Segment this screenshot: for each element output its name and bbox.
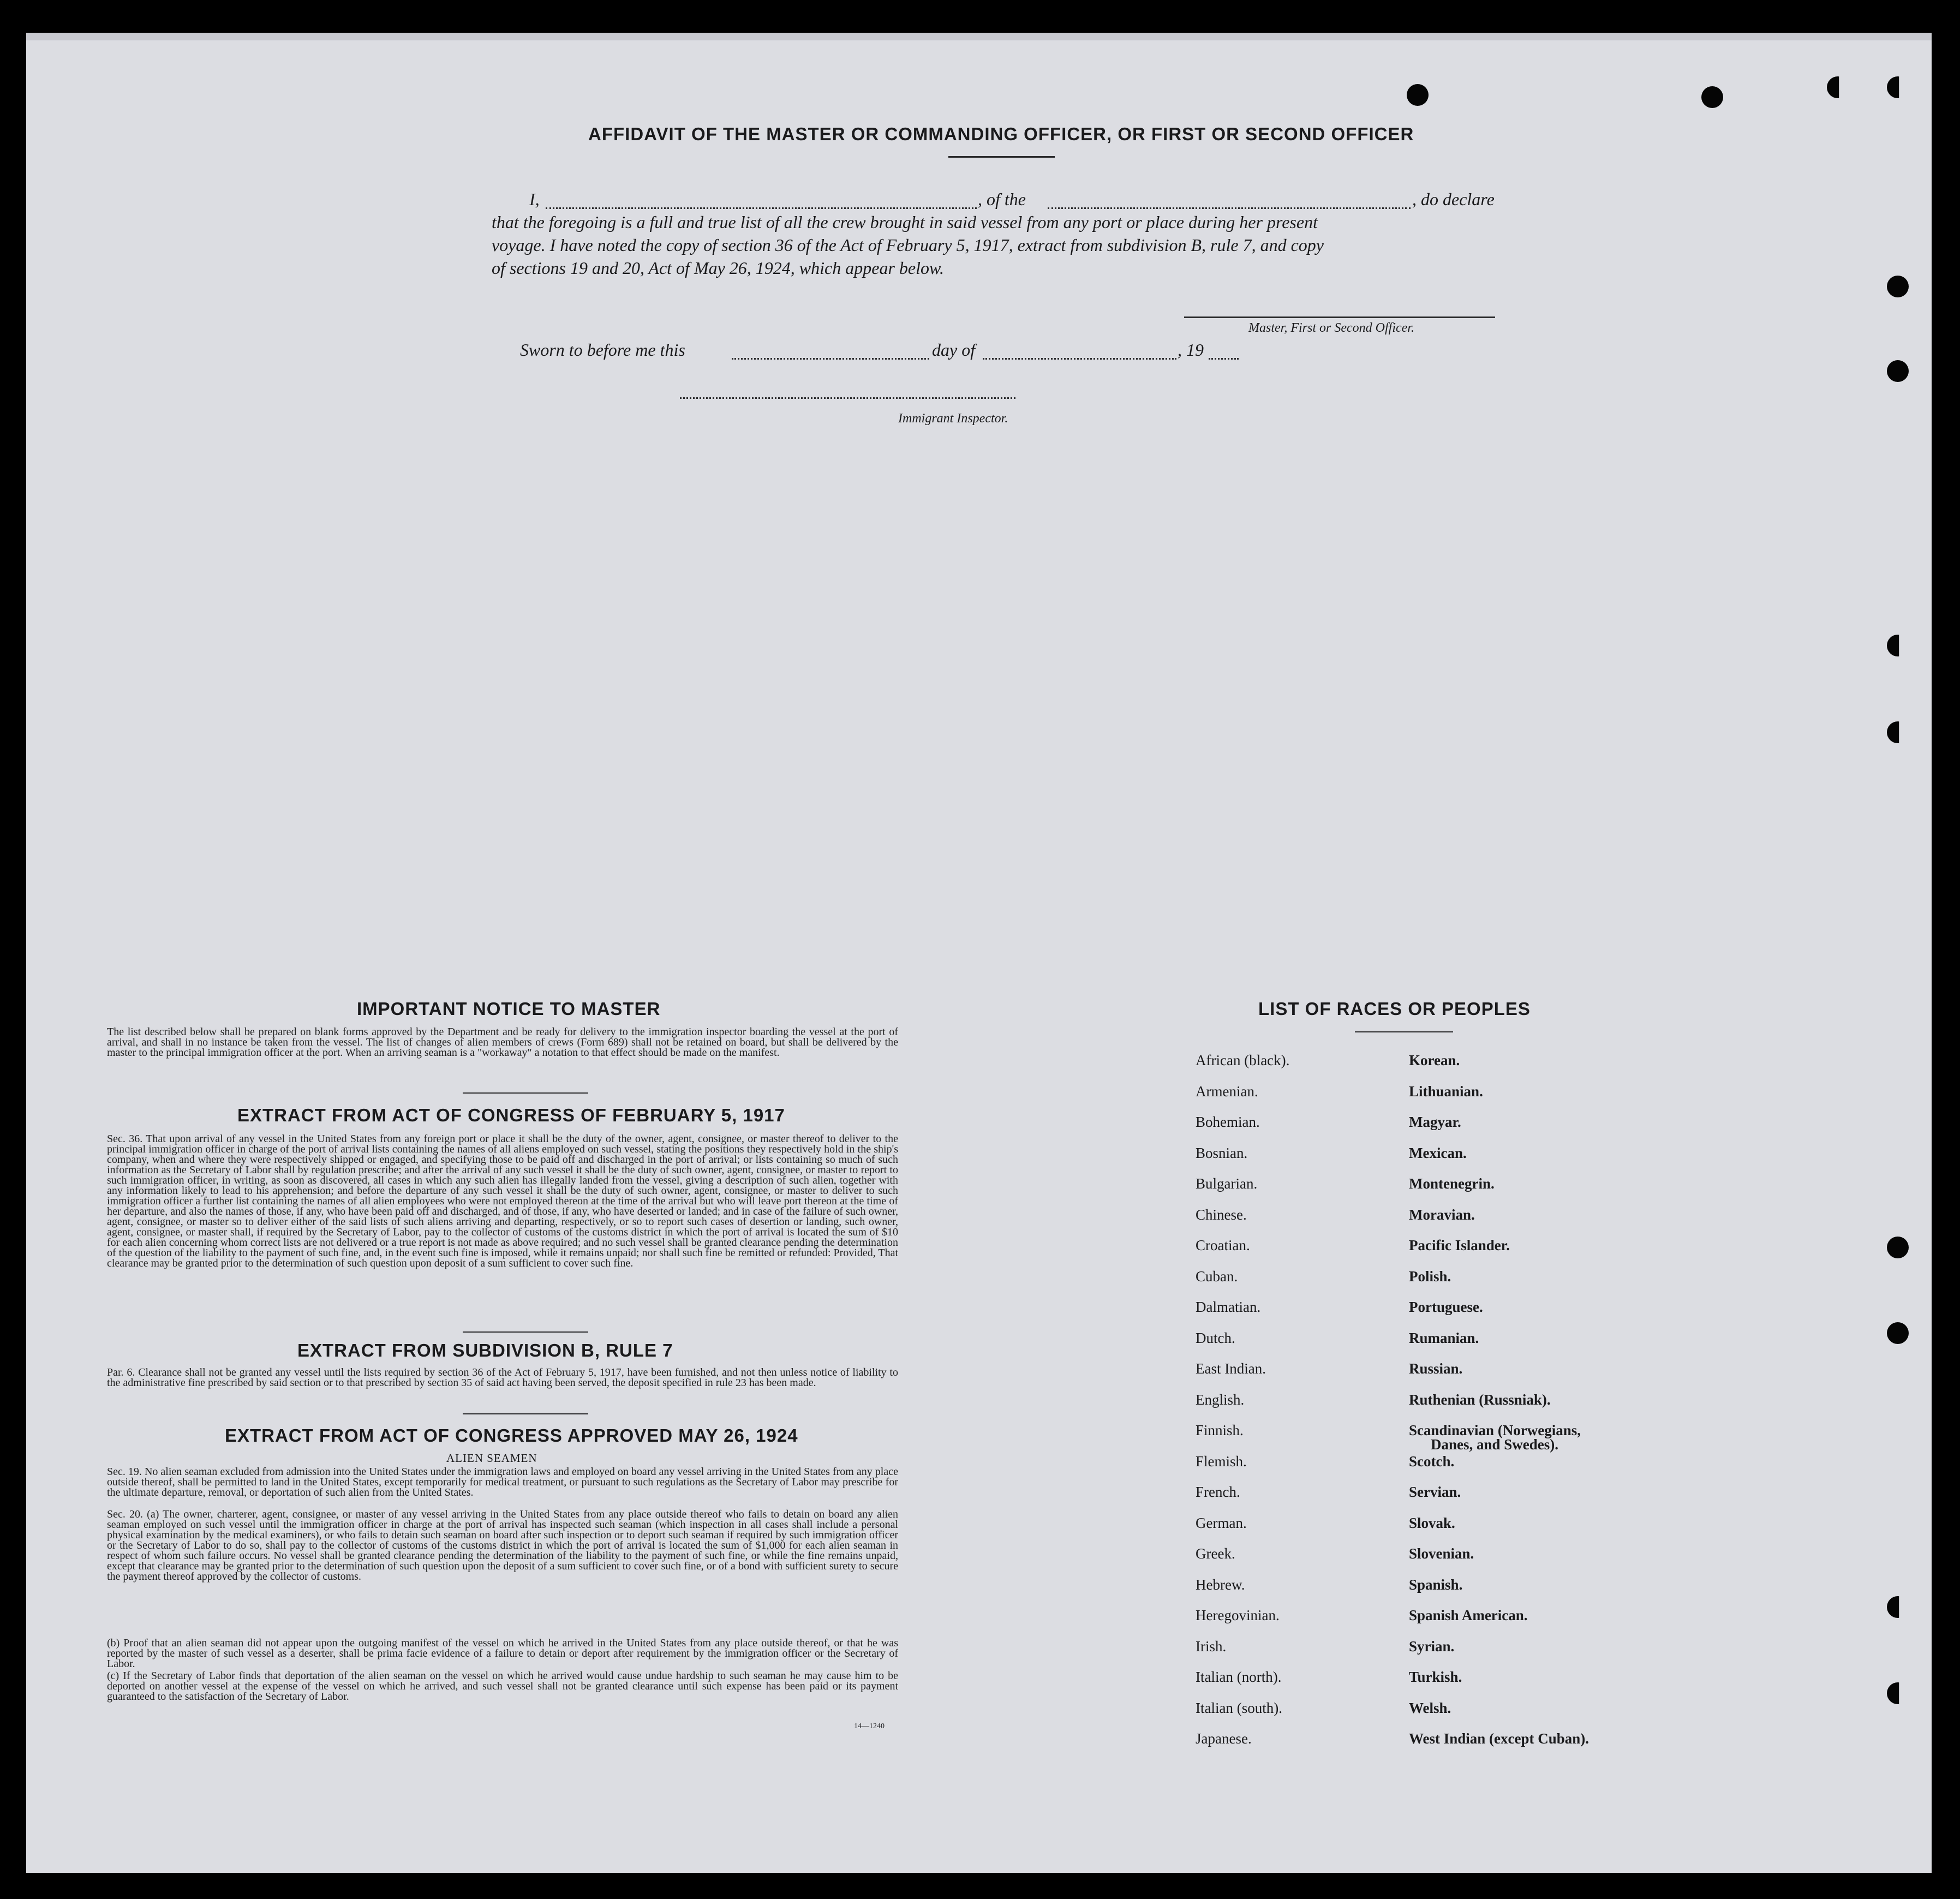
punch-hole-icon [1887,276,1909,297]
sworn-year-field[interactable] [1209,358,1239,360]
race-item: Dutch. [1196,1329,1235,1346]
race-item: Scandinavian (Norwegians, [1409,1422,1581,1438]
year-label: , 19 [1178,340,1204,360]
race-item: Lithuanian. [1409,1083,1483,1100]
sworn-label: Sworn to before me this [520,340,685,360]
race-item: Moravian. [1409,1206,1475,1223]
divider [1355,1031,1453,1032]
punch-hole-icon [1887,721,1909,743]
rule7-title: EXTRACT FROM SUBDIVISION B, RULE 7 [297,1340,673,1360]
race-item: Chinese. [1196,1206,1247,1223]
inspector-label: Immigrant Inspector. [898,411,1008,426]
name-blank-field[interactable] [546,207,977,209]
race-item: African (black). [1196,1052,1290,1068]
race-item: Rumanian. [1409,1329,1479,1346]
punch-hole-icon [1701,86,1723,108]
extract-1917-text: Sec. 36. That upon arrival of any vessel in the United States from any foreign port or place it shall be the duty of the owner, agent, consignee, or master thereof to deliver to the principal immigration officer in charge of the port of arrival lists containing the names of all aliens employed on such vessel, stating the positions they respectively hold in the ship's company, when and where they were respectively shipped or engaged, and specifying those to be paid off and discharged in the port of arrival; or lists containing so much of such information as the Secretary of Labor shall by regulation prescribe; and after the arrival of any such vessel it shall be the duty of such owner, agent, consignee, or master to report to such immigration officer, in writing, as soon as discovered, all cases in which any such alien has illegally landed from the vessel, giving a description of such alien, together with any information likely to lead to his apprehension; and before the departure of any such vessel it shall be the duty of such owner, agent, consignee, or master to deliver to such immigration officer a further list containing the names of all alien employees who were not employed thereon at the time of the arrival but who will leave port thereon at the time of her departure, and also the names of those, if any, who have been paid off and discharged, and of those, if any, who have deserted or landed; and in case of the failure of such owner, agent, consignee, or master so to deliver either of the said lists of such aliens arriving and departing, respectively, or so to report such cases of desertion or landing, such owner, agent, consignee, or master shall, if required by the Secretary of Labor, pay to the collector of customs of the customs district in which the port of arrival is located the sum of $10 for each alien concerning whom correct lists are not delivered or a true report is not made as above required; and no such vessel shall be granted clearance pending the determination of the question of the liability to the payment of such fine, and, in the event such fine is imposed, while it remains unpaid; nor shall such fine be remitted or refunded: Provided, That clearance may be granted prior to the determination of such question upon deposit of a sum sufficient to cover such fine. [107,1133,898,1269]
race-item: French. [1196,1484,1240,1500]
punch-hole-icon [1887,360,1909,382]
sworn-day-field[interactable] [732,358,929,360]
race-item: Armenian. [1196,1083,1258,1100]
race-item: Finnish. [1196,1422,1244,1438]
signature-label: Master, First or Second Officer. [1248,321,1414,335]
i-label: I, [529,189,540,209]
race-item: Magyar. [1409,1114,1461,1130]
affidavit-line-4: of sections 19 and 20, Act of May 26, 1924, which appear below. [492,258,944,278]
race-item: Italian (north). [1196,1669,1282,1685]
race-item: Syrian. [1409,1638,1455,1655]
race-item: Hebrew. [1196,1576,1245,1593]
race-item: Russian. [1409,1360,1463,1377]
race-item: Turkish. [1409,1669,1462,1685]
race-item: Cuban. [1196,1268,1238,1285]
race-item-continuation: Danes, and Swedes). [1431,1436,1559,1453]
vessel-blank-field[interactable] [1048,207,1411,209]
punch-hole-icon [1407,84,1429,106]
section-20b-text: (b) Proof that an alien seaman did not appear upon the outgoing manifest of the vessel on which he arrived in the United States from any place outside thereof, or that he was reported by the master of such vessel as a deserter, shall be prima facie evidence of a failure to detain or deport after requirement by the immigration officer or the Secretary of Labor. [107,1637,898,1670]
race-item: Greek. [1196,1545,1235,1562]
race-item: German. [1196,1514,1247,1531]
day-of-label: day of [932,340,976,360]
race-item: Dalmatian. [1196,1299,1261,1315]
do-declare-label: , do declare [1412,189,1495,209]
divider [463,1092,588,1094]
punch-hole-icon [1887,1596,1909,1618]
affidavit-line-3: voyage. I have noted the copy of section 36 of the Act of February 5, 1917, extract from subdivision B, rule 7, and copy [492,235,1324,255]
race-item: Polish. [1409,1268,1451,1285]
race-item: Korean. [1409,1052,1460,1068]
extract-1924-title: EXTRACT FROM ACT OF CONGRESS APPROVED MAY 26, 1924 [225,1425,798,1446]
race-item: Bulgarian. [1196,1175,1258,1192]
sworn-line [520,338,1306,362]
race-item: Spanish American. [1409,1607,1528,1623]
affidavit-title: AFFIDAVIT OF THE MASTER OR COMMANDING OFFICER, OR FIRST OR SECOND OFFICER [588,124,1414,144]
extract-1917-title: EXTRACT FROM ACT OF CONGRESS OF FEBRUARY 5, 1917 [237,1105,785,1125]
section-19-text: Sec. 19. No alien seaman excluded from admission into the United States under the immigration laws and employed on board any vessel arriving in the United States from any place outside thereof, shall be permitted to land in the United States, except temporarily for medical treatment, or pursuant to such regulations as the Secretary of Labor may prescribe for the ultimate departure, removal, or deportation of such alien from the United States. [107,1466,898,1498]
punch-hole-icon [1887,635,1909,656]
punch-hole-icon [1827,76,1849,98]
punch-hole-icon [1887,1237,1909,1258]
divider [463,1413,588,1414]
race-item: Italian (south). [1196,1699,1282,1716]
race-item: Portuguese. [1409,1299,1483,1315]
race-item: Montenegrin. [1409,1175,1495,1192]
sworn-month-field[interactable] [983,358,1176,360]
divider [463,1331,588,1333]
races-title: LIST OF RACES OR PEOPLES [1258,999,1531,1019]
race-item: Bosnian. [1196,1144,1248,1161]
affidavit-line-1 [502,188,1561,212]
race-item: Servian. [1409,1484,1461,1500]
punch-hole-icon [1887,76,1909,98]
affidavit-line-2: that the foregoing is a full and true list of all the crew brought in said vessel from any port or place during her present [492,212,1318,232]
race-item: Ruthenian (Russniak). [1409,1391,1551,1408]
notice-text: The list described below shall be prepared on blank forms approved by the Department and be ready for delivery to the immigration inspector boarding the vessel at the port of arrival, and shall in no instance be taken from the vessel. The list of changes of alien members of crews (Form 689) shall not be retained on board, but shall be delivered by the master to the principal immigration officer at the port. When an arriving seaman is a "workaway" a notation to that effect should be made on the manifest. [107,1026,898,1059]
section-20a-text: Sec. 20. (a) The owner, charterer, agent, consignee, or master of any vessel arriving in the United States from any place outside thereof who fails to detain on board any alien seaman employed on such vessel until the immigration officer in charge at the port of arrival has inspected such seaman (which inspection in all cases shall include a personal physical examination by the medical examiners), or who fails to detain such seaman on board after such inspection or to deport such seaman if required by such immigration officer or the Secretary of Labor to do so, shall pay to the collector of customs of the customs district in which the port of arrival is located the sum of $1,000 for each alien seaman in respect of whom such failure occurs. No vessel shall be granted clearance pending the determination of the liability to the payment of such fine, or while the fine remains unpaid, except that clearance may be granted prior to the determination of such question upon the deposit of a sum sufficient to cover such fine, or of a bond with sufficient surety to secure the payment thereof approved by the collector of customs. [107,1508,898,1582]
race-item: Irish. [1196,1638,1227,1655]
race-item: Bohemian. [1196,1114,1260,1130]
race-item: East Indian. [1196,1360,1266,1377]
rule7-text: Par. 6. Clearance shall not be granted any vessel until the lists required by section 36 of the Act of February 5, 1917, have been furnished, and not then unless notice of liability to the administrative fine prescribed by said section or to that prescribed by section 35 of said act having been served, the deposit specified in rule 23 has been made. [107,1366,898,1389]
race-item: Spanish. [1409,1576,1463,1593]
race-item: Flemish. [1196,1453,1247,1470]
race-item: Welsh. [1409,1699,1451,1716]
race-item: Scotch. [1409,1453,1455,1470]
race-item: West Indian (except Cuban). [1409,1730,1589,1747]
section-20c-text: (c) If the Secretary of Labor finds that deportation of the alien seaman on the vessel on which he arrived would cause undue hardship to such seaman he may cause him to be deported on another vessel at the expense of the vessel on which he arrived, and such vessel shall not be granted clearance until such expense has been paid or its payment guaranteed to the satisfaction of the Secretary of Labor. [107,1670,898,1703]
top-edge [26,33,1932,40]
punch-hole-icon [1887,1682,1909,1704]
signature-line[interactable] [1184,316,1495,318]
race-item: Slovenian. [1409,1545,1474,1562]
of-the-label: , of the [978,189,1026,209]
notice-title: IMPORTANT NOTICE TO MASTER [357,999,661,1019]
race-item: Croatian. [1196,1237,1250,1253]
document-page [26,33,1932,1873]
race-item: Mexican. [1409,1144,1467,1161]
alien-seamen-subtitle: ALIEN SEAMEN [446,1452,537,1465]
inspector-signature-line[interactable] [680,397,1015,399]
race-item: Slovak. [1409,1514,1455,1531]
race-item: English. [1196,1391,1245,1408]
race-item: Pacific Islander. [1409,1237,1510,1253]
race-item: Heregovinian. [1196,1607,1280,1623]
race-item: Japanese. [1196,1730,1252,1747]
form-number: 14—1240 [854,1722,885,1730]
punch-hole-icon [1887,1322,1909,1344]
divider [948,156,1055,158]
